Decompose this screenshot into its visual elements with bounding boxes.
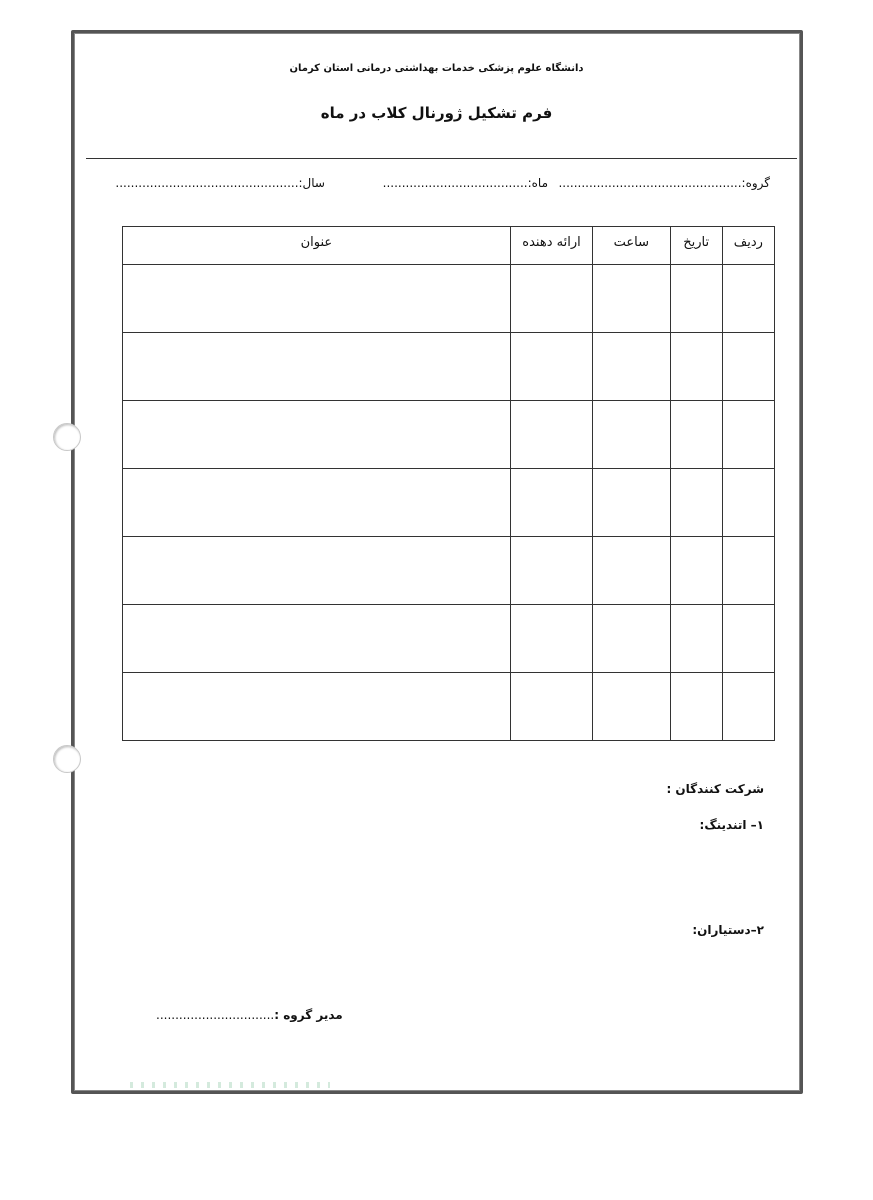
cell-row-number[interactable] [722, 673, 774, 741]
table-row [123, 333, 775, 401]
cell-date[interactable] [670, 333, 722, 401]
cell-time[interactable] [593, 469, 670, 537]
attendings-label: ۱– اتندینگ: [699, 818, 764, 832]
group-manager-blank[interactable]: ............................... [156, 1008, 275, 1022]
cell-date[interactable] [670, 673, 722, 741]
punch-hole-bottom [53, 745, 81, 773]
year-label: سال: [298, 176, 325, 190]
month-label: ماه: [527, 176, 548, 190]
cell-title[interactable] [123, 537, 511, 605]
cell-row-number[interactable] [722, 605, 774, 673]
table-row [123, 605, 775, 673]
group-manager-label: مدیر گروه : [274, 1008, 343, 1022]
stamp-residue [130, 1082, 330, 1088]
cell-title[interactable] [123, 265, 511, 333]
cell-time[interactable] [593, 673, 670, 741]
cell-title[interactable] [123, 605, 511, 673]
group-label: گروه: [741, 176, 770, 190]
group-field[interactable] [558, 176, 770, 190]
cell-time[interactable] [593, 265, 670, 333]
cell-presenter[interactable] [510, 265, 592, 333]
cell-time[interactable] [593, 401, 670, 469]
cell-date[interactable] [670, 401, 722, 469]
cell-date[interactable] [670, 537, 722, 605]
cell-time[interactable] [593, 605, 670, 673]
cell-presenter[interactable] [510, 469, 592, 537]
cell-title[interactable] [123, 401, 511, 469]
cell-title[interactable] [123, 333, 511, 401]
column-header-row-number: ردیف [722, 227, 774, 265]
cell-time[interactable] [593, 537, 670, 605]
cell-title[interactable] [123, 673, 511, 741]
cell-row-number[interactable] [722, 401, 774, 469]
participants-heading: شرکت کنندگان : [666, 782, 764, 796]
column-header-presenter: ارائه دهنده [510, 227, 592, 265]
cell-presenter[interactable] [510, 605, 592, 673]
column-header-time: ساعت [593, 227, 670, 265]
cell-title[interactable] [123, 469, 511, 537]
group-manager-field[interactable] [156, 1008, 343, 1022]
table-row [123, 265, 775, 333]
punch-hole-top [53, 423, 81, 451]
header-divider [86, 158, 797, 159]
cell-date[interactable] [670, 469, 722, 537]
table-row [123, 537, 775, 605]
cell-time[interactable] [593, 333, 670, 401]
cell-row-number[interactable] [722, 469, 774, 537]
cell-date[interactable] [670, 265, 722, 333]
cell-row-number[interactable] [722, 265, 774, 333]
form-title: فرم تشکیل ژورنال کلاب در ماه [320, 104, 553, 122]
year-blank[interactable]: ................................................ [115, 176, 299, 190]
cell-presenter[interactable] [510, 673, 592, 741]
university-name: دانشگاه علوم پزشکی خدمات بهداشتی درمانی استان کرمان [289, 63, 584, 74]
journal-club-table [122, 226, 775, 741]
month-blank[interactable]: ...................................... [382, 176, 528, 190]
cell-row-number[interactable] [722, 537, 774, 605]
column-header-date: تاریخ [670, 227, 722, 265]
table-row [123, 401, 775, 469]
table-header-row [123, 227, 775, 265]
cell-row-number[interactable] [722, 333, 774, 401]
residents-label: ۲–دستیاران: [692, 923, 764, 937]
cell-presenter[interactable] [510, 401, 592, 469]
cell-presenter[interactable] [510, 537, 592, 605]
year-field[interactable] [115, 176, 325, 190]
group-blank[interactable]: ................................................ [558, 176, 742, 190]
month-field[interactable] [383, 176, 548, 190]
table-row [123, 469, 775, 537]
table-row [123, 673, 775, 741]
cell-date[interactable] [670, 605, 722, 673]
cell-presenter[interactable] [510, 333, 592, 401]
column-header-title: عنوان [123, 227, 511, 265]
